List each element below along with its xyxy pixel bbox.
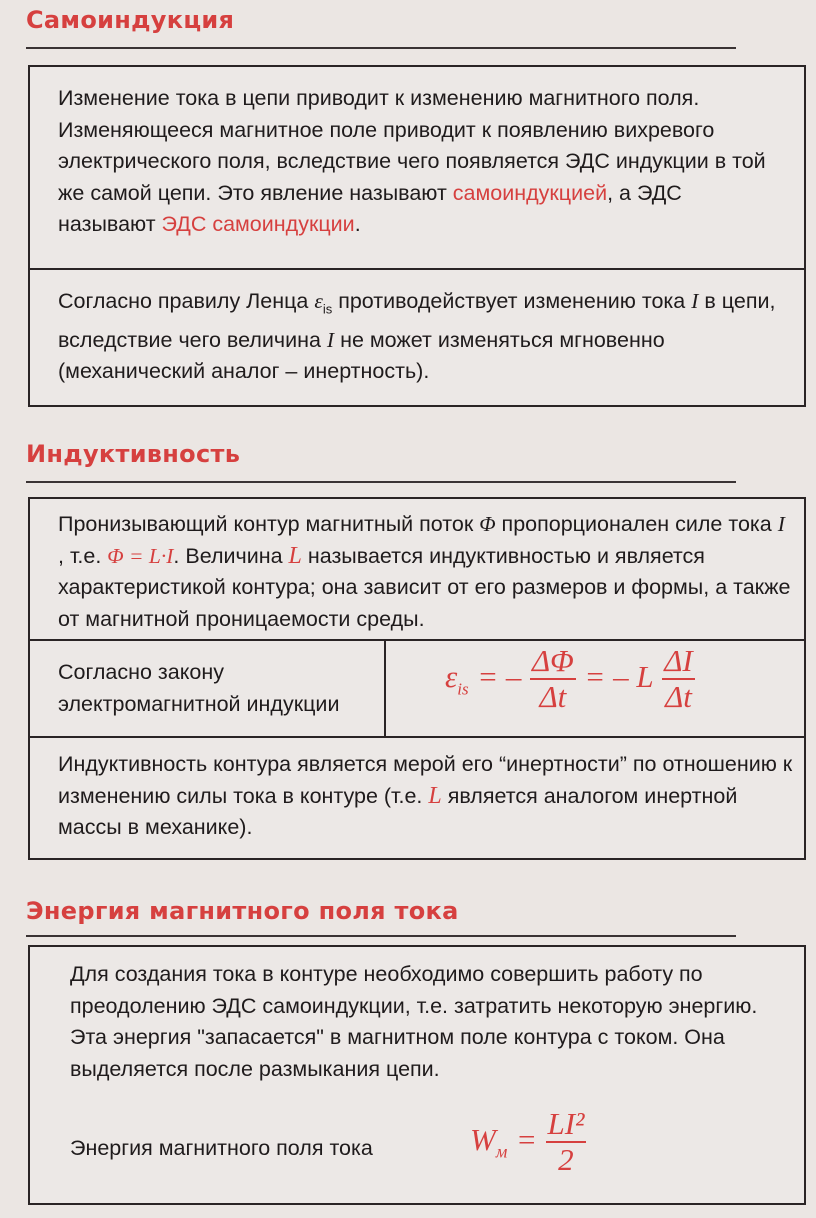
divider-vertical	[384, 639, 386, 736]
section-title-magnetic-energy: Энергия магнитного поля тока	[26, 897, 459, 925]
fraction-numerator: LI²	[547, 1106, 585, 1141]
term-self-induction: самоиндукцией	[452, 180, 608, 205]
energy-formula: $W_м$ = $\frac{\text{LI²}}{2}$	[470, 1106, 585, 1177]
inertia-analogy-text: Индуктивность контура является мерой его “инертности” по отношению к изменению силы тока в контуре (т.е. L является аналогом инертной массы в механике).	[58, 752, 793, 839]
magnetic-energy-box	[28, 945, 806, 1205]
section-rule	[26, 47, 736, 49]
fraction-denominator: 2	[558, 1142, 574, 1177]
flux-formula: Φ = L·I	[107, 543, 174, 568]
self-induction-definition: Изменение тока в цепи приводит к изменению магнитного поля. Изменяющееся магнитное поле приводит к появлению вихревого электрического поля, вследствие чего появляется ЭДС индукции в той же самой цепи. Это явление называют самоиндукцией, а ЭДС называют ЭДС самоиндукции.	[58, 86, 766, 236]
fraction-denominator: Δt	[539, 679, 567, 714]
section-title-self-induction: Самоиндукция	[26, 6, 235, 34]
inductance-definition: Пронизывающий контур магнитный поток Φ пропорционален силе тока I , т.е. Φ = L·I. Величина L называется индуктивностью и является характеристикой контура; она зависит от его размеров и формы, а также от магнитной проницаемости среды.	[58, 512, 791, 631]
self-induction-box	[28, 65, 806, 407]
fraction-denominator: Δt	[665, 679, 692, 714]
energy-description: Для создания тока в контуре необходимо совершить работу по преодолению ЭДС самоиндукции, т.е. затратить некоторую энергию. Эта энергия "запасается" в магнитном поле контура с током. Она выделяется после размыкания цепи.	[70, 962, 758, 1081]
induction-equation: $\varepsilon_{is}$ = – $\frac{\Delta\Phi}{\Delta t}$ = – L $\frac{\Delta I}{\Delta t}$	[445, 643, 693, 714]
lenz-rule-text: Согласно правилу Ленца $\varepsilon_{is}$ противодействует изменению тока I в цепи, вследствие чего величина I не может изменяться мгновенно (механический аналог – инертность).	[58, 289, 776, 384]
divider	[30, 736, 804, 738]
fraction-numerator: ΔΦ	[531, 643, 574, 678]
term-self-induction-emf: ЭДС самоиндукции	[161, 212, 355, 236]
divider	[30, 268, 804, 270]
energy-label: Энергия магнитного поля тока	[70, 1136, 373, 1160]
fraction-numerator: ΔI	[664, 643, 693, 678]
inductance-box	[28, 497, 806, 860]
section-rule	[26, 481, 736, 483]
section-rule	[26, 935, 736, 937]
induction-law-label: Согласно закону электромагнитной индукции	[58, 660, 340, 716]
divider	[30, 639, 804, 641]
section-title-inductance: Индуктивность	[26, 440, 241, 468]
